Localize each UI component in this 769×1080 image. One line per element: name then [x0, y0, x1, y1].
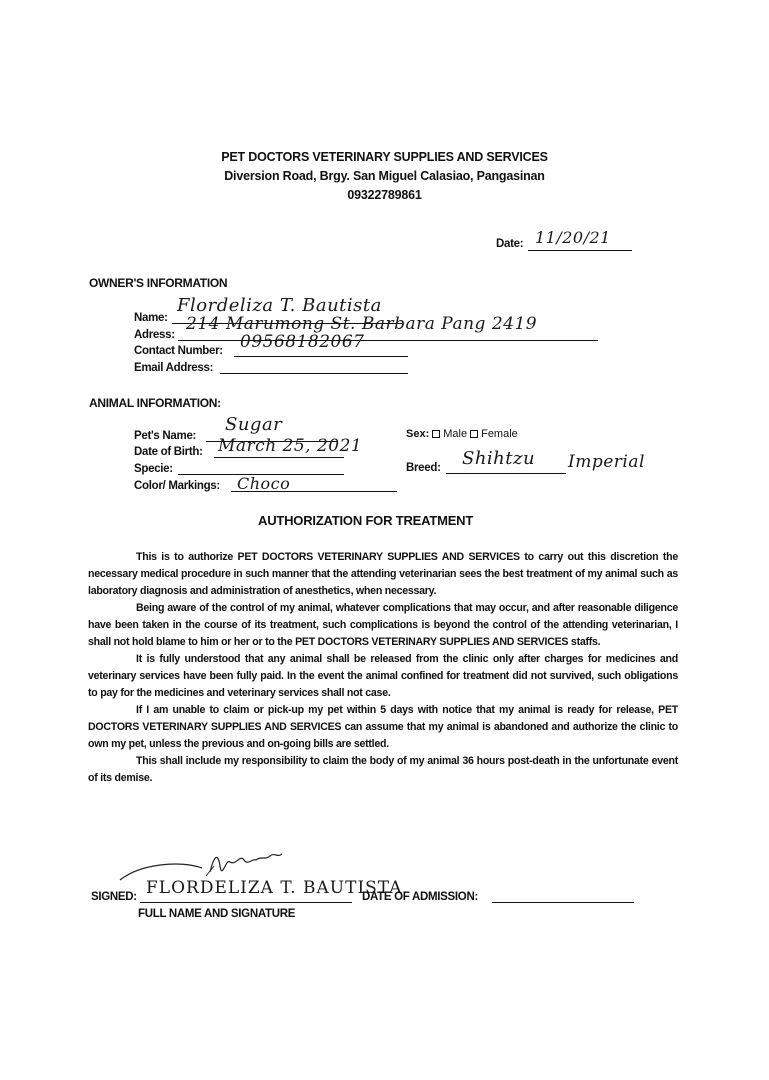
authorization-paragraph-2: Being aware of the control of my animal, whatever complications that may occur, and after reasonable diligence have been taken in the course of its treatment, such complications is beyond the control of the attending veterinarian, I shall not hold blame to him or her or to the PET DOCTORS VETERINARY SUPPLIES AND SERVICES staffs.	[88, 602, 678, 648]
admission-date-line	[492, 902, 634, 903]
female-label: Female	[481, 428, 518, 440]
owner-name-label: Name:	[134, 312, 168, 324]
owner-name-value: Flordeliza T. Bautista	[177, 295, 382, 316]
dob-label: Date of Birth:	[134, 446, 203, 458]
color-markings-label: Color/ Markings:	[134, 480, 220, 492]
contact-number-line	[234, 356, 408, 357]
sex-label: Sex:	[406, 428, 430, 440]
signed-label: SIGNED:	[91, 891, 137, 903]
email-label: Email Address:	[134, 362, 214, 374]
dob-value: March 25, 2021	[218, 436, 363, 456]
company-address: Diversion Road, Brgy. San Miguel Calasiao, Pangasinan	[224, 169, 545, 183]
date-line	[528, 250, 632, 251]
owner-address-value: 214 Marumong St. Barbara Pang 2419	[186, 314, 538, 334]
authorization-body	[88, 549, 678, 787]
signed-line	[140, 902, 352, 903]
female-checkbox[interactable]	[470, 430, 478, 438]
contact-number-value: 09568182067	[240, 332, 365, 352]
authorization-title: AUTHORIZATION FOR TREATMENT	[258, 513, 474, 528]
breed-extra-value: Imperial	[568, 452, 645, 472]
male-checkbox[interactable]	[432, 430, 440, 438]
date-label: Date:	[496, 238, 524, 250]
owner-address-label: Adress:	[134, 329, 175, 341]
breed-value: Shihtzu	[462, 448, 536, 469]
contact-number-label: Contact Number:	[134, 345, 223, 357]
company-name: PET DOCTORS VETERINARY SUPPLIES AND SERVICES	[221, 150, 548, 164]
authorization-paragraph-5: This shall include my responsibility to claim the body of my animal 36 hours post-death in the unfortunate event of its demise.	[88, 755, 678, 784]
breed-label: Breed:	[406, 462, 441, 474]
pet-name-value: Sugar	[225, 414, 283, 435]
email-line	[220, 373, 408, 374]
authorization-paragraph-3: It is fully understood that any animal shall be released from the clinic only after charges for medicines and veterinary services have been fully paid. In the event the animal confined for treatment did not survived, such obligations to pay for the medicines and veterinary services shall not case.	[88, 653, 678, 699]
authorization-paragraph-4: If I am unable to claim or pick-up my pet within 5 days with notice that my animal is ready for release, PET DOCTORS VETERINARY SUPPLIES AND SERVICES can assume that my animal is abandoned and authorize the clinic to own my pet, unless the previous and on-going bills are settled.	[88, 704, 678, 750]
color-markings-value: Choco	[237, 474, 291, 493]
company-phone: 09322789861	[347, 188, 422, 202]
animal-heading: ANIMAL INFORMATION:	[89, 396, 221, 410]
male-label: Male	[443, 428, 468, 440]
authorization-paragraph-1: This is to authorize PET DOCTORS VETERINARY SUPPLIES AND SERVICES to carry out this discretion the necessary medical procedure in such manner that the attending veterinarian sees the best treatment of my animal such as laboratory diagnosis and administration of anesthetics, when necessary.	[88, 551, 678, 597]
sex-field	[406, 428, 518, 440]
date-value: 11/20/21	[535, 228, 611, 247]
breed-line	[446, 473, 566, 474]
pet-name-label: Pet's Name:	[134, 430, 197, 442]
specie-label: Specie:	[134, 463, 173, 475]
signature-caption: FULL NAME AND SIGNATURE	[138, 908, 296, 920]
admission-date-label: DATE OF ADMISSION:	[362, 891, 478, 903]
signed-name-value: FLORDELIZA T. BAUTISTA	[146, 878, 403, 898]
owner-heading: OWNER'S INFORMATION	[89, 276, 228, 290]
dob-line	[214, 457, 344, 458]
